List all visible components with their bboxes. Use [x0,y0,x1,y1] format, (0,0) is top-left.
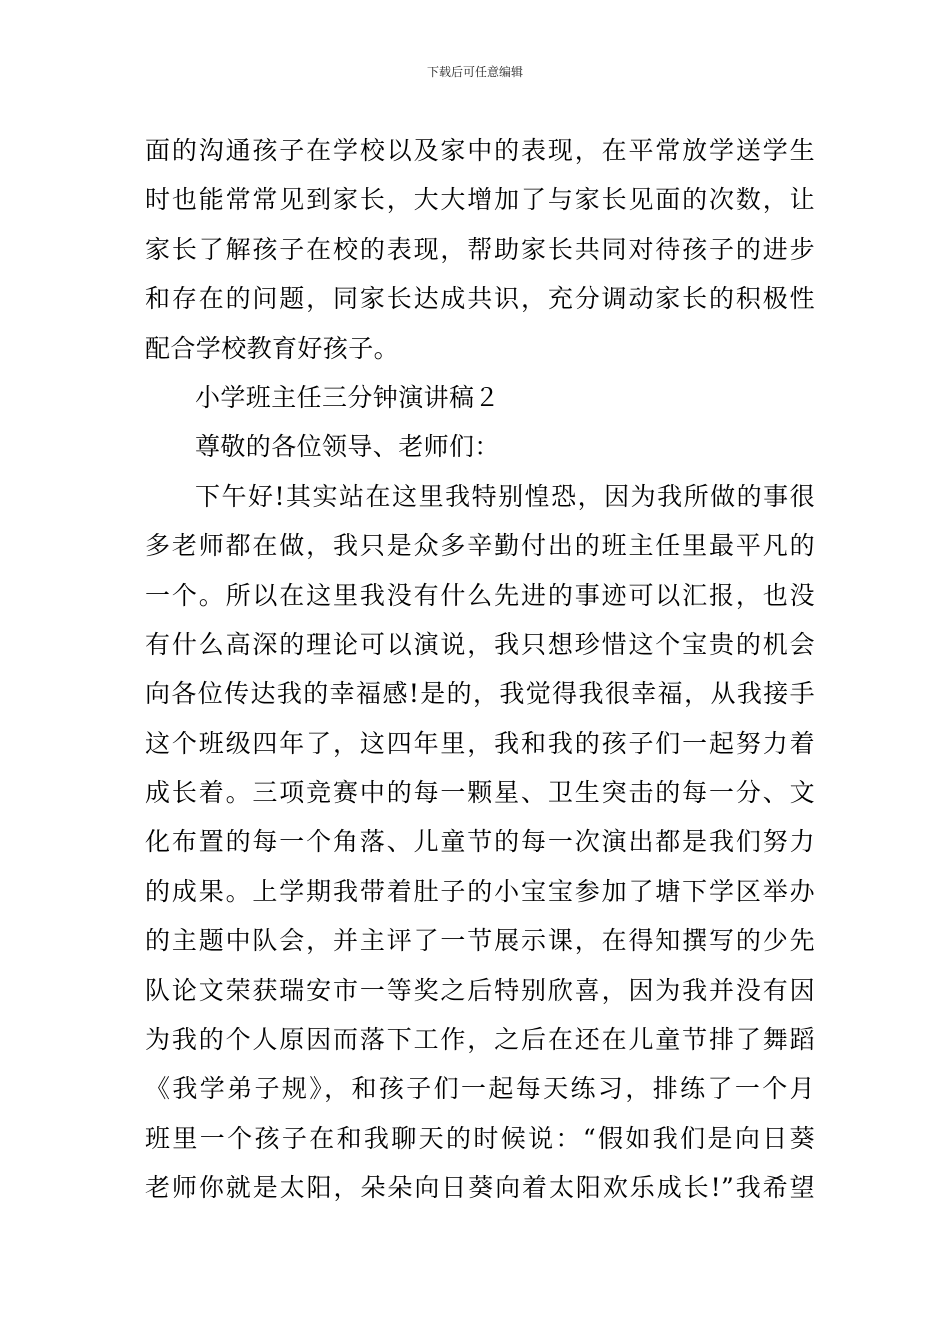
body-line: 老师你就是太阳，朵朵向日葵向着太阳欢乐成长!”我希望 [145,1173,815,1203]
body-line: 和存在的问题，同家长达成共识，充分调动家长的积极性 [145,284,815,314]
body-line: 队论文荣获瑞安市一等奖之后特别欣喜，因为我并没有因 [145,975,815,1005]
body-line: 为我的个人原因而落下工作，之后在还在儿童节排了舞蹈 [145,1025,815,1055]
section-title: 小学班主任三分钟演讲稿２ [195,382,500,412]
body-line: 时也能常常见到家长，大大增加了与家长见面的次数，让 [145,185,815,215]
body-line: 《我学弟子规》，和孩子们一起每天练习，排练了一个月 [145,1074,815,1104]
body-line: 有什么高深的理论可以演说，我只想珍惜这个宝贵的机会 [145,629,815,659]
body-line: 配合学校教育好孩子。 [145,333,400,363]
body-line: 的主题中队会，并主评了一节展示课，在得知撰写的少先 [145,926,815,956]
page-header-note: 下载后可任意编辑 [426,65,523,79]
body-line: 成长着。三项竞赛中的每一颗星、卫生突击的每一分、文 [145,778,815,808]
body-line: 多老师都在做，我只是众多辛勤付出的班主任里最平凡的 [145,531,815,561]
body-line: 下午好!其实站在这里我特别惶恐，因为我所做的事很 [195,481,815,511]
body-line: 的成果。上学期我带着肚子的小宝宝参加了塘下学区举办 [145,876,815,906]
body-line: 这个班级四年了，这四年里，我和我的孩子们一起努力着 [145,728,815,758]
body-line: 家长了解孩子在校的表现，帮助家长共同对待孩子的进步 [145,234,815,264]
salutation: 尊敬的各位领导、老师们： [195,432,500,462]
document-body [145,126,815,1213]
body-line: 向各位传达我的幸福感!是的，我觉得我很幸福，从我接手 [145,679,815,709]
body-line: 一个。所以在这里我没有什么先进的事迹可以汇报，也没 [145,580,815,610]
body-line: 班里一个孩子在和我聊天的时候说：“假如我们是向日葵 [145,1123,815,1153]
body-line: 化布置的每一个角落、儿童节的每一次演出都是我们努力 [145,827,815,857]
body-line: 面的沟通孩子在学校以及家中的表现，在平常放学送学生 [145,136,815,165]
